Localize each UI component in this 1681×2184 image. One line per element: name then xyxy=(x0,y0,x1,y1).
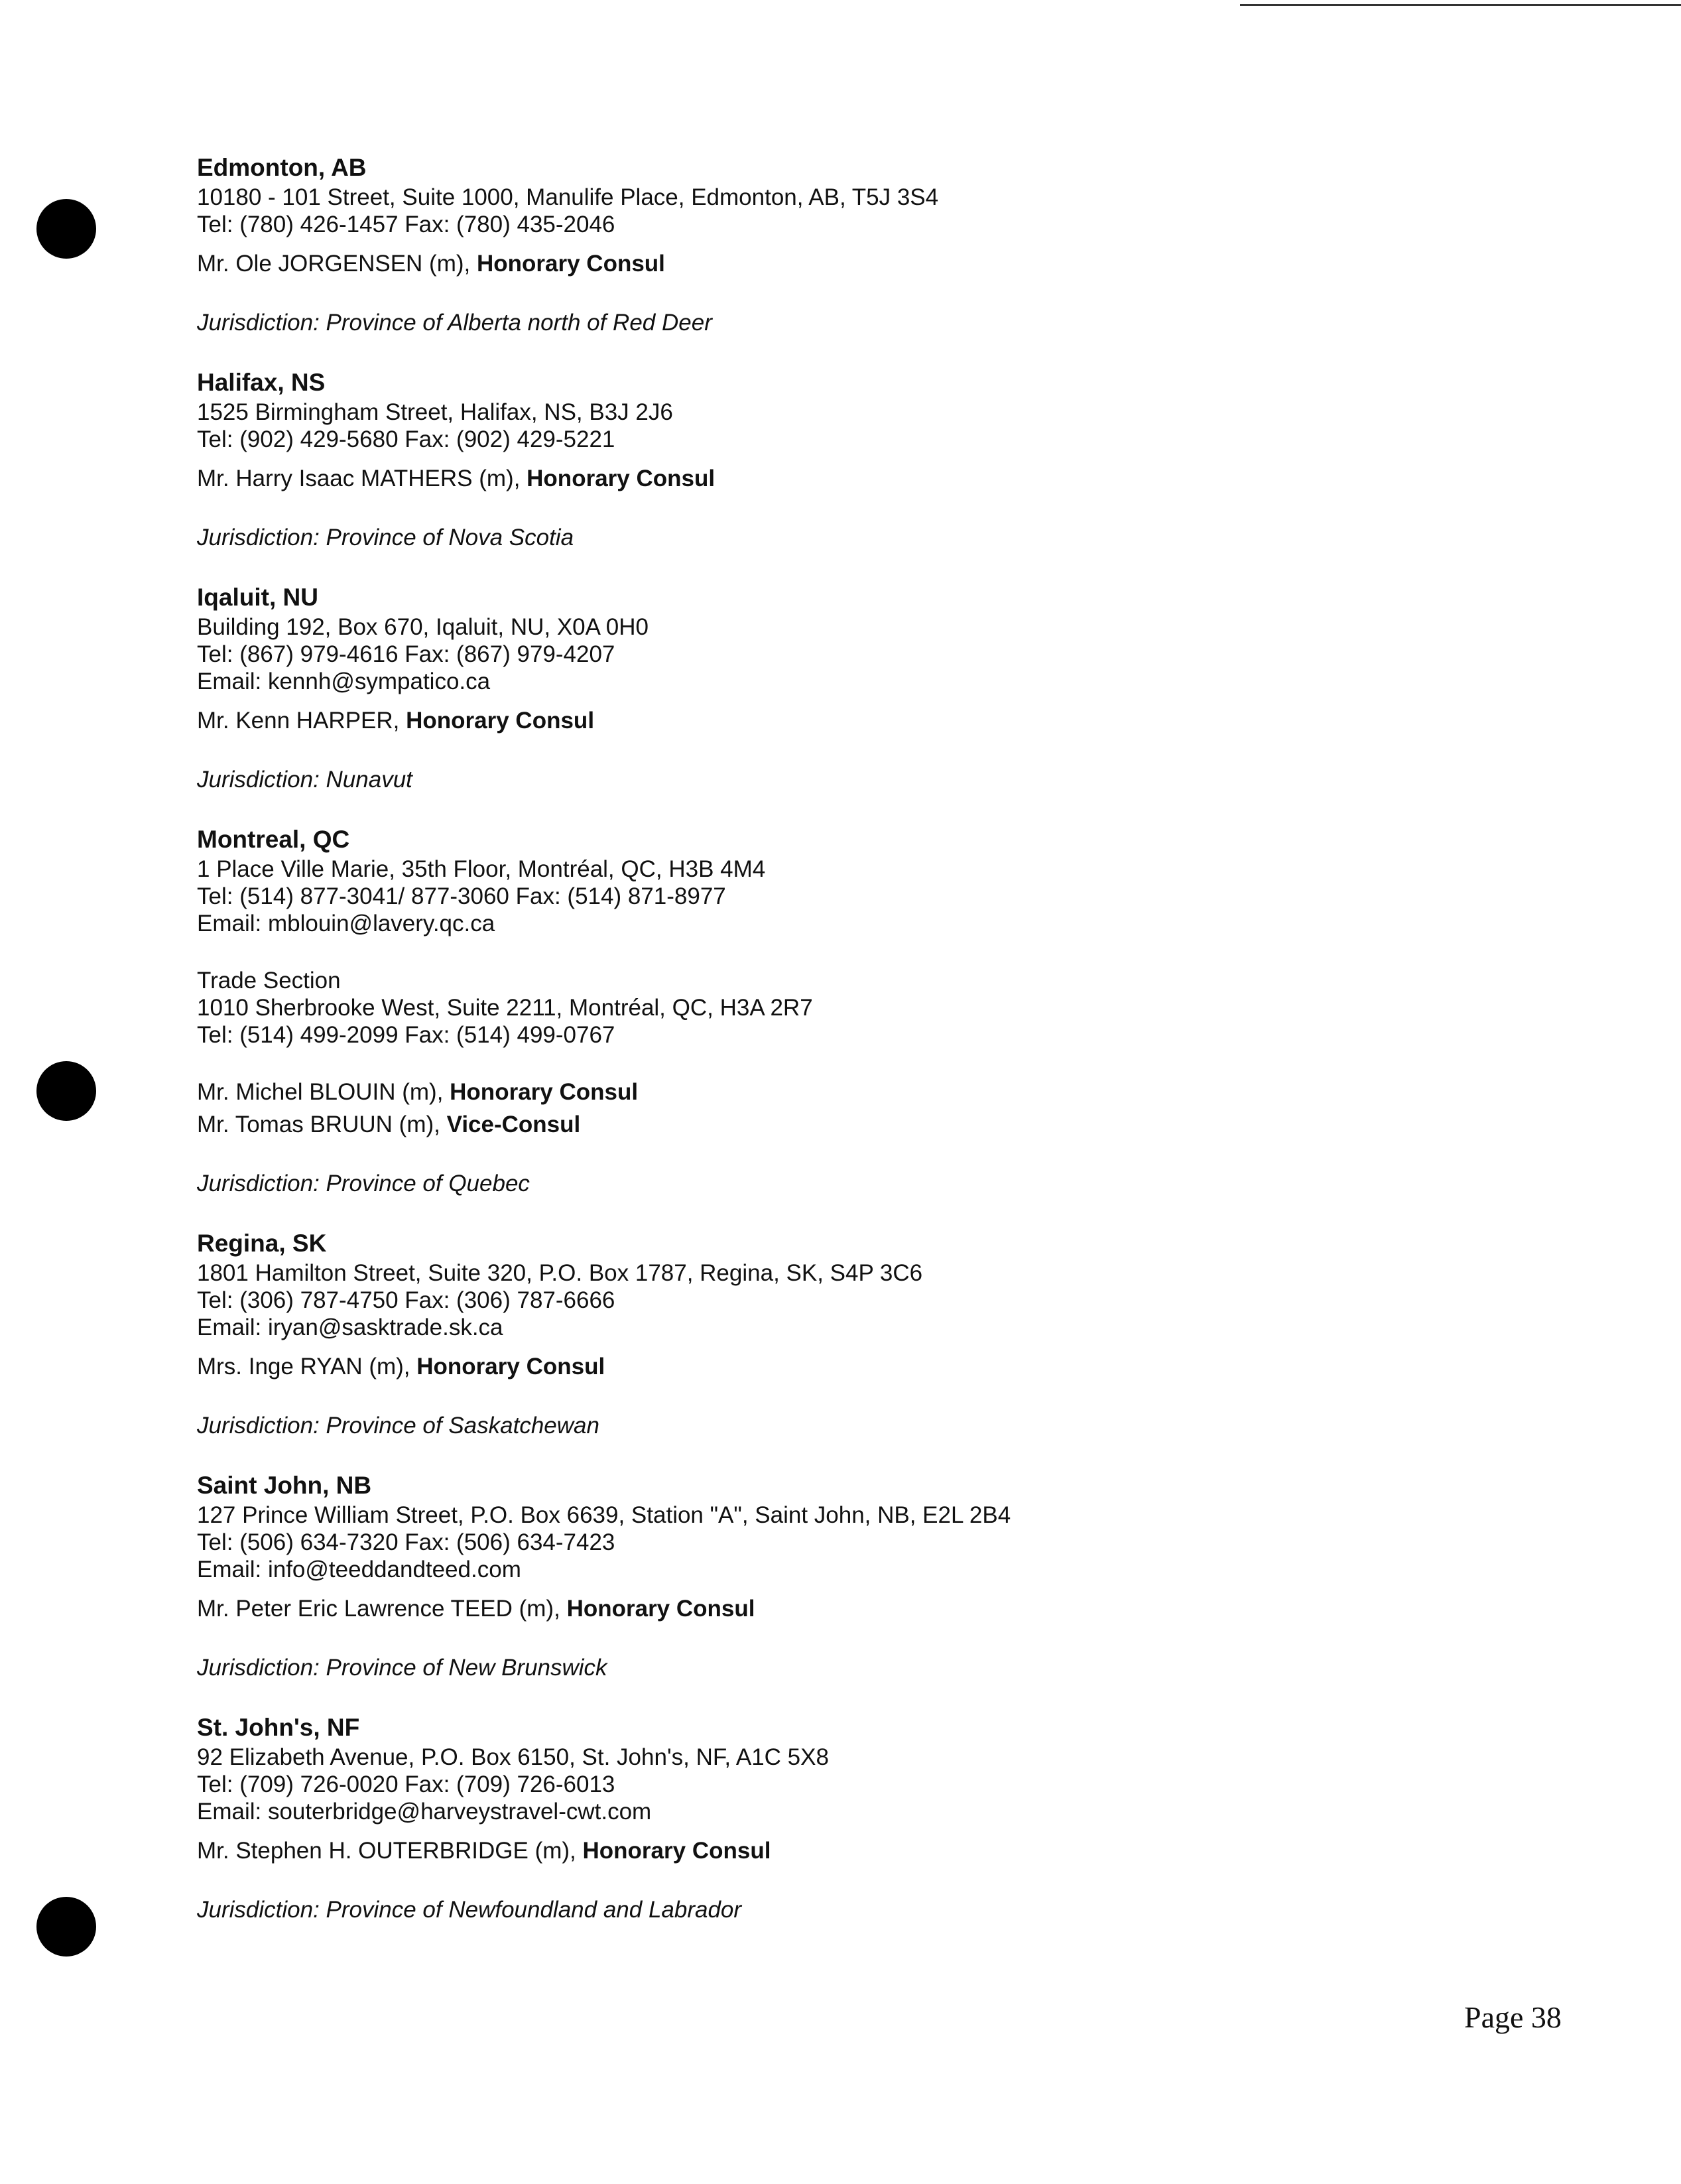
consul-name: Mr. Kenn HARPER, xyxy=(197,708,400,734)
consul-title: Honorary Consul xyxy=(416,1354,605,1380)
jurisdiction: Jurisdiction: Province of Saskatchewan xyxy=(197,1413,599,1439)
city-heading: Montreal, QC xyxy=(197,826,350,853)
city-heading: Edmonton, AB xyxy=(197,154,367,181)
address-line: 10180 - 101 Street, Suite 1000, Manulife Place, Edmonton, AB, T5J 3S4 xyxy=(197,184,939,210)
consul-name: Mr. Tomas BRUUN (m), xyxy=(197,1112,440,1137)
consulate-entry xyxy=(197,1472,1490,1681)
trade-section xyxy=(197,967,1490,1049)
phone-fax-line: Tel: (902) 429-5680 Fax: (902) 429-5221 xyxy=(197,426,615,452)
consul-name: Mrs. Inge RYAN (m), xyxy=(197,1354,410,1380)
consulate-entry xyxy=(197,154,1490,336)
consul-title: Vice-Consul xyxy=(446,1112,581,1137)
consul-name: Mr. Ole JORGENSEN (m), xyxy=(197,251,471,277)
consul-title: Honorary Consul xyxy=(406,708,595,734)
consul-title: Honorary Consul xyxy=(476,251,665,277)
consul-list xyxy=(197,1078,1490,1138)
consulate-entry xyxy=(197,1230,1490,1439)
phone-fax-line: Tel: (306) 787-4750 Fax: (306) 787-6666 xyxy=(197,1287,615,1313)
address-line: 1010 Sherbrooke West, Suite 2211, Montréal, QC, H3A 2R7 xyxy=(197,995,813,1021)
consulate-entry xyxy=(197,369,1490,551)
phone-fax-line: Tel: (780) 426-1457 Fax: (780) 435-2046 xyxy=(197,212,615,237)
email-line: Email: kennh@sympatico.ca xyxy=(197,669,491,694)
phone-fax-line: Tel: (709) 726-0020 Fax: (709) 726-6013 xyxy=(197,1771,615,1797)
consul-title: Honorary Consul xyxy=(527,466,716,491)
city-heading: St. John's, NF xyxy=(197,1714,360,1741)
city-heading: Saint John, NB xyxy=(197,1472,372,1499)
section-label: Trade Section xyxy=(197,968,341,994)
phone-fax-line: Tel: (867) 979-4616 Fax: (867) 979-4207 xyxy=(197,641,615,667)
city-heading: Regina, SK xyxy=(197,1230,327,1257)
jurisdiction: Jurisdiction: Province of Alberta north of Red Deer xyxy=(197,310,712,336)
consul-line xyxy=(197,1837,1490,1864)
consul-line xyxy=(197,1111,1490,1138)
consulate-entry xyxy=(197,1714,1490,1923)
consul-name: Mr. Stephen H. OUTERBRIDGE (m), xyxy=(197,1838,576,1864)
city-heading: Iqaluit, NU xyxy=(197,584,318,611)
address-line: 92 Elizabeth Avenue, P.O. Box 6150, St. John's, NF, A1C 5X8 xyxy=(197,1744,829,1770)
address-line: 127 Prince William Street, P.O. Box 6639, Station "A", Saint John, NB, E2L 2B4 xyxy=(197,1502,1011,1528)
phone-fax-line: Tel: (514) 499-2099 Fax: (514) 499-0767 xyxy=(197,1022,615,1048)
jurisdiction: Jurisdiction: Nunavut xyxy=(197,767,412,793)
consulate-list xyxy=(197,154,1490,1956)
phone-fax-line: Tel: (506) 634-7320 Fax: (506) 634-7423 xyxy=(197,1529,615,1555)
email-line: Email: iryan@sasktrade.sk.ca xyxy=(197,1315,503,1340)
consulate-entry xyxy=(197,826,1490,1197)
consul-line xyxy=(197,707,1490,734)
jurisdiction: Jurisdiction: Province of Nova Scotia xyxy=(197,525,574,550)
consul-title: Honorary Consul xyxy=(566,1596,755,1622)
address-line: Building 192, Box 670, Iqaluit, NU, X0A 0H0 xyxy=(197,614,649,640)
punch-hole xyxy=(36,199,96,259)
email-line: Email: souterbridge@harveystravel-cwt.com xyxy=(197,1799,652,1825)
phone-fax-line: Tel: (514) 877-3041/ 877-3060 Fax: (514) 871-8977 xyxy=(197,883,726,909)
address-line: 1525 Birmingham Street, Halifax, NS, B3J 2J6 xyxy=(197,399,673,425)
city-heading: Halifax, NS xyxy=(197,369,326,396)
consul-line xyxy=(197,1595,1490,1622)
email-line: Email: info@teeddandteed.com xyxy=(197,1557,521,1582)
page-number: Page 38 xyxy=(1464,2000,1562,2034)
scan-edge-line xyxy=(1240,4,1681,6)
consul-line xyxy=(197,1353,1490,1380)
address-line: 1801 Hamilton Street, Suite 320, P.O. Box 1787, Regina, SK, S4P 3C6 xyxy=(197,1260,923,1286)
consul-name: Mr. Michel BLOUIN (m), xyxy=(197,1079,444,1105)
consul-title: Honorary Consul xyxy=(582,1838,771,1864)
consul-line xyxy=(197,465,1490,492)
consul-line xyxy=(197,250,1490,277)
consul-title: Honorary Consul xyxy=(450,1079,639,1105)
consul-name: Mr. Peter Eric Lawrence TEED (m), xyxy=(197,1596,560,1622)
email-line: Email: mblouin@lavery.qc.ca xyxy=(197,911,495,936)
jurisdiction: Jurisdiction: Province of Newfoundland and Labrador xyxy=(197,1897,742,1923)
consul-name: Mr. Harry Isaac MATHERS (m), xyxy=(197,466,521,491)
consulate-entry xyxy=(197,584,1490,793)
jurisdiction: Jurisdiction: Province of Quebec xyxy=(197,1171,530,1196)
jurisdiction: Jurisdiction: Province of New Brunswick xyxy=(197,1655,607,1681)
punch-hole xyxy=(36,1061,96,1121)
punch-hole xyxy=(36,1897,96,1957)
address-line: 1 Place Ville Marie, 35th Floor, Montréal, QC, H3B 4M4 xyxy=(197,856,766,882)
consul-line xyxy=(197,1078,1490,1106)
